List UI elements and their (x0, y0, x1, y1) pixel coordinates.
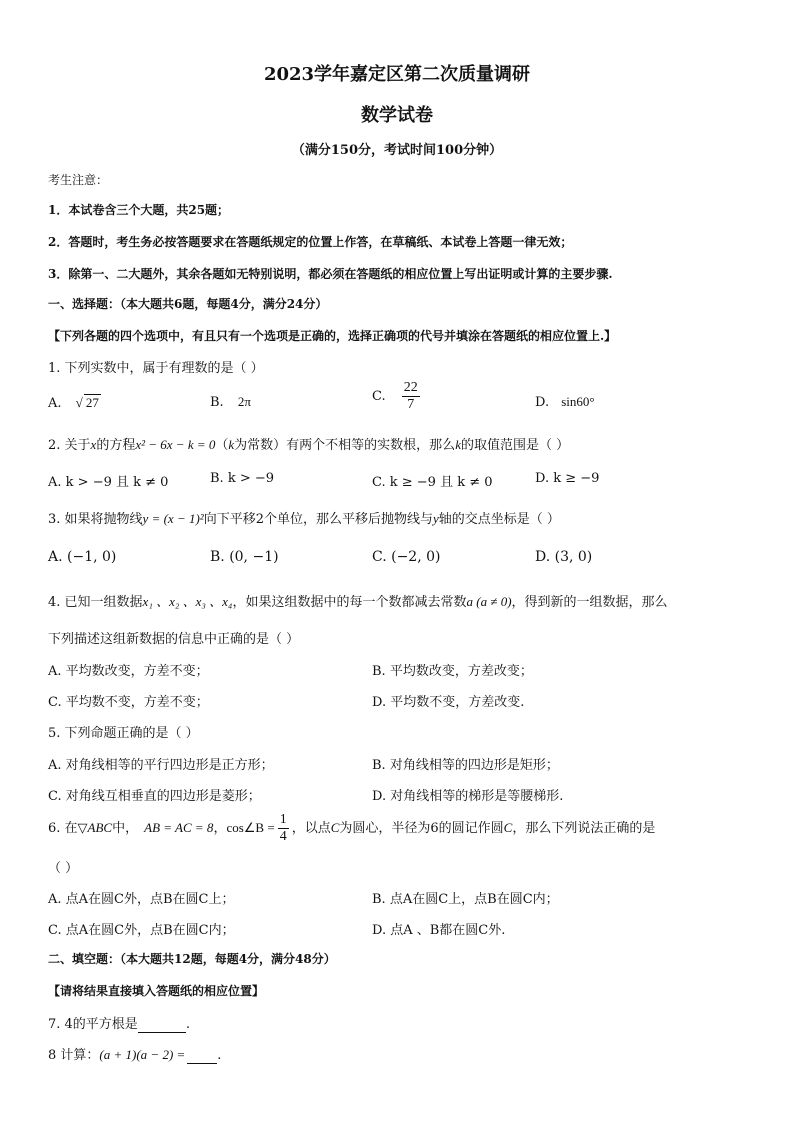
q6-text-3: ， (213, 821, 227, 836)
q8-text: 8 计算： (48, 1048, 100, 1063)
exam-subtitle: 数学试卷 (361, 105, 433, 126)
q5-option-d: D. 对角线相等的梯形是等腰梯形. (372, 789, 564, 804)
q6-text-4: ，以点 (291, 821, 331, 836)
q4-text-2: ，如果这组数据中的每一个数都减去常数 (232, 595, 467, 610)
q4-variables: x₁ 、x₂ 、x₃ 、x₄ (142, 594, 233, 609)
q2-stem (48, 434, 569, 453)
q2-text-2: 的方程 (96, 438, 136, 453)
section1-heading: 一、选择题：（本大题共6题，每题4分，满分24分） (48, 297, 328, 311)
q6-stem-line2: （ ） (48, 861, 79, 876)
q7-answer-blank (138, 1017, 186, 1033)
q3-text-2: 向下平移2个单位，那么平移后抛物线与 (203, 512, 433, 527)
q4-stem-line1 (48, 591, 668, 610)
q1-a-value: 27 (85, 395, 99, 410)
q4-constant: a (a ≠ 0) (466, 594, 512, 609)
q3-text-3: 轴的交点坐标是（ ） (438, 512, 560, 527)
q8-answer-blank (187, 1048, 217, 1064)
notice-item-1: 1．本试卷含三个大题，共25题； (48, 203, 230, 217)
notice-heading: 考生注意： (48, 173, 109, 187)
q4-stem-line2: 下列描述这组新数据的信息中正确的是（ ） (48, 632, 300, 647)
q1-a-label: A. (48, 396, 62, 411)
q6-equation: AB = AC = 8 (144, 820, 214, 835)
q5-option-c: C. 对角线互相垂直的四边形是菱形； (48, 789, 261, 804)
q6-point-c: C (330, 820, 340, 835)
exam-note: （满分150分，考试时间100分钟） (291, 143, 503, 158)
q1-c-numerator: 22 (403, 380, 418, 395)
q6-option-d: D. 点A 、B都在圆C外. (372, 923, 506, 938)
q6-stem-line1 (48, 812, 655, 845)
section2-heading: 二、填空题：（本大题共12题，每题4分，满分48分） (48, 952, 336, 966)
section2-instruction: 【请将结果直接填入答题纸的相应位置】 (48, 984, 265, 998)
q3-equation: y = (x − 1)² (142, 511, 204, 526)
q2-text-4: 为常数）有两个不相等的实数根，那么 (234, 438, 456, 453)
q6-text-5: 为圆心，半径为6的圆记作圆 (339, 821, 504, 836)
q1-c-denominator: 7 (407, 397, 415, 412)
q1-d-value: sin60° (561, 394, 595, 409)
q6-text-1: 6. 在 (48, 821, 78, 836)
q2-option-c: C. k ≥ −9 且 k ≠ 0 (372, 475, 493, 490)
q2-var-k: k (228, 437, 235, 452)
q1-c-label: C. (372, 389, 386, 404)
q1-d-label: D. (535, 395, 550, 410)
q3-option-a: A. (−1, 0) (48, 549, 117, 565)
q4-option-c: C. 平均数不变，方差不变； (48, 695, 209, 710)
q2-text-3: （ (215, 438, 229, 453)
q3-text-1: 3. 如果将抛物线 (48, 512, 143, 527)
q1-option-a: A. √ 27 (48, 395, 99, 411)
notice-item-3: 3．除第一、二大题外，其余各题如无特别说明，都必须在答题纸的相应位置上写出证明或计算的主要步骤. (48, 267, 613, 281)
q6-option-a: A. 点A在圆C外，点B在圆C上； (48, 892, 235, 907)
q2-var-k-2: k (455, 437, 461, 452)
q7 (48, 1013, 190, 1033)
q3-stem (48, 508, 560, 527)
q7-text: 7. 4的平方根是 (48, 1017, 138, 1032)
notice-item-2: 2．答题时，考生务必按答题要求在答题纸规定的位置上作答，在草稿纸、本试卷上答题一律无效； (48, 235, 573, 249)
q3-option-d: D. (3, 0) (535, 549, 593, 565)
q2-equation: x² − 6x − k = 0 (135, 437, 216, 452)
q1-option-b (210, 394, 251, 410)
q6-text-2: 中， (112, 821, 139, 836)
q6-frac-denominator: 4 (279, 829, 287, 844)
q1-b-value: 2π (237, 394, 251, 409)
q2-var-x: x (90, 437, 97, 452)
q1-option-c (372, 380, 420, 413)
q3-option-c: C. (−2, 0) (372, 549, 441, 565)
q6-option-c: C. 点A在圆C外，点B在圆C内； (48, 923, 235, 938)
q6-text-6: ，那么下列说法正确的是 (512, 821, 656, 836)
q6-cos-expr: cos∠B = (226, 820, 275, 835)
q6-circle-c: C (503, 820, 513, 835)
q8 (48, 1044, 221, 1064)
q2-option-a: A. k > −9 且 k ≠ 0 (48, 475, 169, 490)
q8-end: . (217, 1048, 222, 1063)
q6-frac-numerator: 1 (279, 812, 287, 827)
q4-text-3: ，得到新的一组数据，那么 (511, 595, 668, 610)
q3-option-b: B. (0, −1) (210, 549, 279, 565)
q5-stem: 5. 下列命题正确的是（ ） (48, 726, 199, 741)
q2-text-5: 的取值范围是（ ） (460, 438, 570, 453)
q4-text-1: 4. 已知一组数据 (48, 595, 143, 610)
q4-option-a: A. 平均数改变，方差不变； (48, 664, 209, 679)
q4-option-b: B. 平均数改变，方差改变； (372, 664, 533, 679)
q4-option-d: D. 平均数不变，方差改变. (372, 695, 525, 710)
q1-b-label: B. (210, 395, 224, 410)
exam-title: 2023学年嘉定区第二次质量调研 (263, 64, 531, 85)
q3-var-y: y (432, 511, 439, 526)
q1-option-d (535, 394, 595, 410)
q8-expression: (a + 1)(a − 2) = (99, 1047, 186, 1062)
q2-option-d: D. k ≥ −9 (535, 471, 600, 486)
section1-instruction: 【下列各题的四个选项中，有且只有一个选项是正确的，选择正确项的代号并填涂在答题纸的相应位置上.】 (48, 329, 617, 343)
q6-triangle: ▽ABC (77, 820, 113, 835)
q2-text-1: 2. 关于 (48, 438, 91, 453)
q6-option-b: B. 点A在圆C上，点B在圆C内； (372, 892, 559, 907)
q2-option-b: B. k > −9 (210, 471, 275, 486)
q1-stem: 1. 下列实数中，属于有理数的是（ ） (48, 361, 264, 376)
q7-end: . (185, 1017, 190, 1032)
q5-option-a: A. 对角线相等的平行四边形是正方形； (48, 758, 274, 773)
q5-option-b: B. 对角线相等的四边形是矩形； (372, 758, 559, 773)
